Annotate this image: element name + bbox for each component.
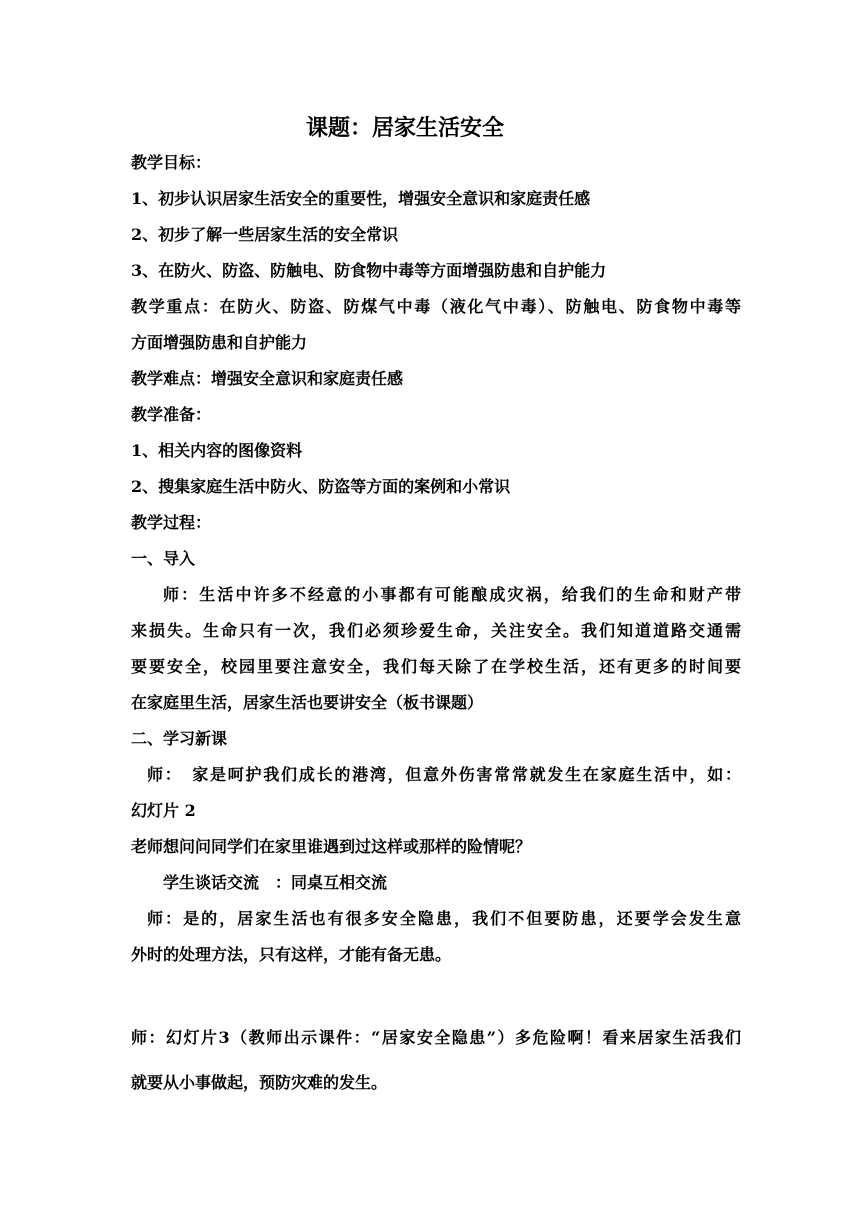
teacher-response-line-2: 外时的处理方法，只有这样，才能有备无患。: [131, 945, 452, 964]
objective-item-2: 2、初步了解一些居家生活的安全常识: [131, 225, 399, 244]
difficulty-line: 教学难点：增强安全意识和家庭责任感: [131, 369, 404, 388]
intro-paragraph-line-3: 要要安全，校园里要注意安全，我们每天除了在学校生活，还有更多的时间要: [131, 657, 741, 676]
objective-item-1: 1、初步认识居家生活安全的重要性，增强安全意识和家庭责任感: [131, 189, 591, 208]
student-discussion-line: 学生谈话交流 ：同桌互相交流: [163, 873, 388, 892]
intro-paragraph-line-2: 来损失。生命只有一次，我们必须珍爱生命，关注安全。我们知道道路交通需: [131, 621, 741, 640]
subheading-new-lesson: 二、学习新课: [131, 729, 228, 748]
key-points-line-1: 教学重点：在防火、防盗、防煤气中毒（液化气中毒）、防触电、防食物中毒等: [131, 297, 741, 316]
teacher-question-line: 老师想问问同学们在家里谁遇到过这样或那样的险情呢？: [131, 837, 532, 856]
intro-paragraph-line-1: 师：生活中许多不经意的小事都有可能酿成灾祸，给我们的生命和财产带: [163, 585, 741, 604]
section-heading-process: 教学过程：: [131, 513, 212, 532]
intro-paragraph-line-4: 在家庭里生活，居家生活也要讲安全（板书课题）: [131, 693, 484, 712]
subheading-introduction: 一、导入: [131, 549, 196, 568]
key-points-line-2: 方面增强防患和自护能力: [131, 333, 308, 352]
slide-3-line-1: 师：幻灯片3（教师出示课件：“居家安全隐患”）多危险啊！看来居家生活我们: [131, 1028, 741, 1047]
section-heading-preparation: 教学准备：: [131, 405, 212, 424]
new-lesson-line-1: 师： 家是呵护我们成长的港湾，但意外伤害常常就发生在家庭生活中，如：: [147, 765, 741, 784]
slide-3-line-2: 就要从小事做起，预防灾难的发生。: [131, 1073, 388, 1092]
slide-2-label: 幻灯片 2: [131, 801, 196, 820]
teacher-response-line-1: 师：是的，居家生活也有很多安全隐患，我们不但要防患，还要学会发生意: [147, 909, 741, 928]
preparation-item-2: 2、搜集家庭生活中防火、防盗等方面的案例和小常识: [131, 477, 511, 496]
section-heading-objectives: 教学目标：: [131, 153, 212, 172]
preparation-item-1: 1、相关内容的图像资料: [131, 441, 303, 460]
document-title: 课题：居家生活安全: [305, 115, 504, 141]
objective-item-3: 3、在防火、防盗、防触电、防食物中毒等方面增强防患和自护能力: [131, 261, 607, 280]
